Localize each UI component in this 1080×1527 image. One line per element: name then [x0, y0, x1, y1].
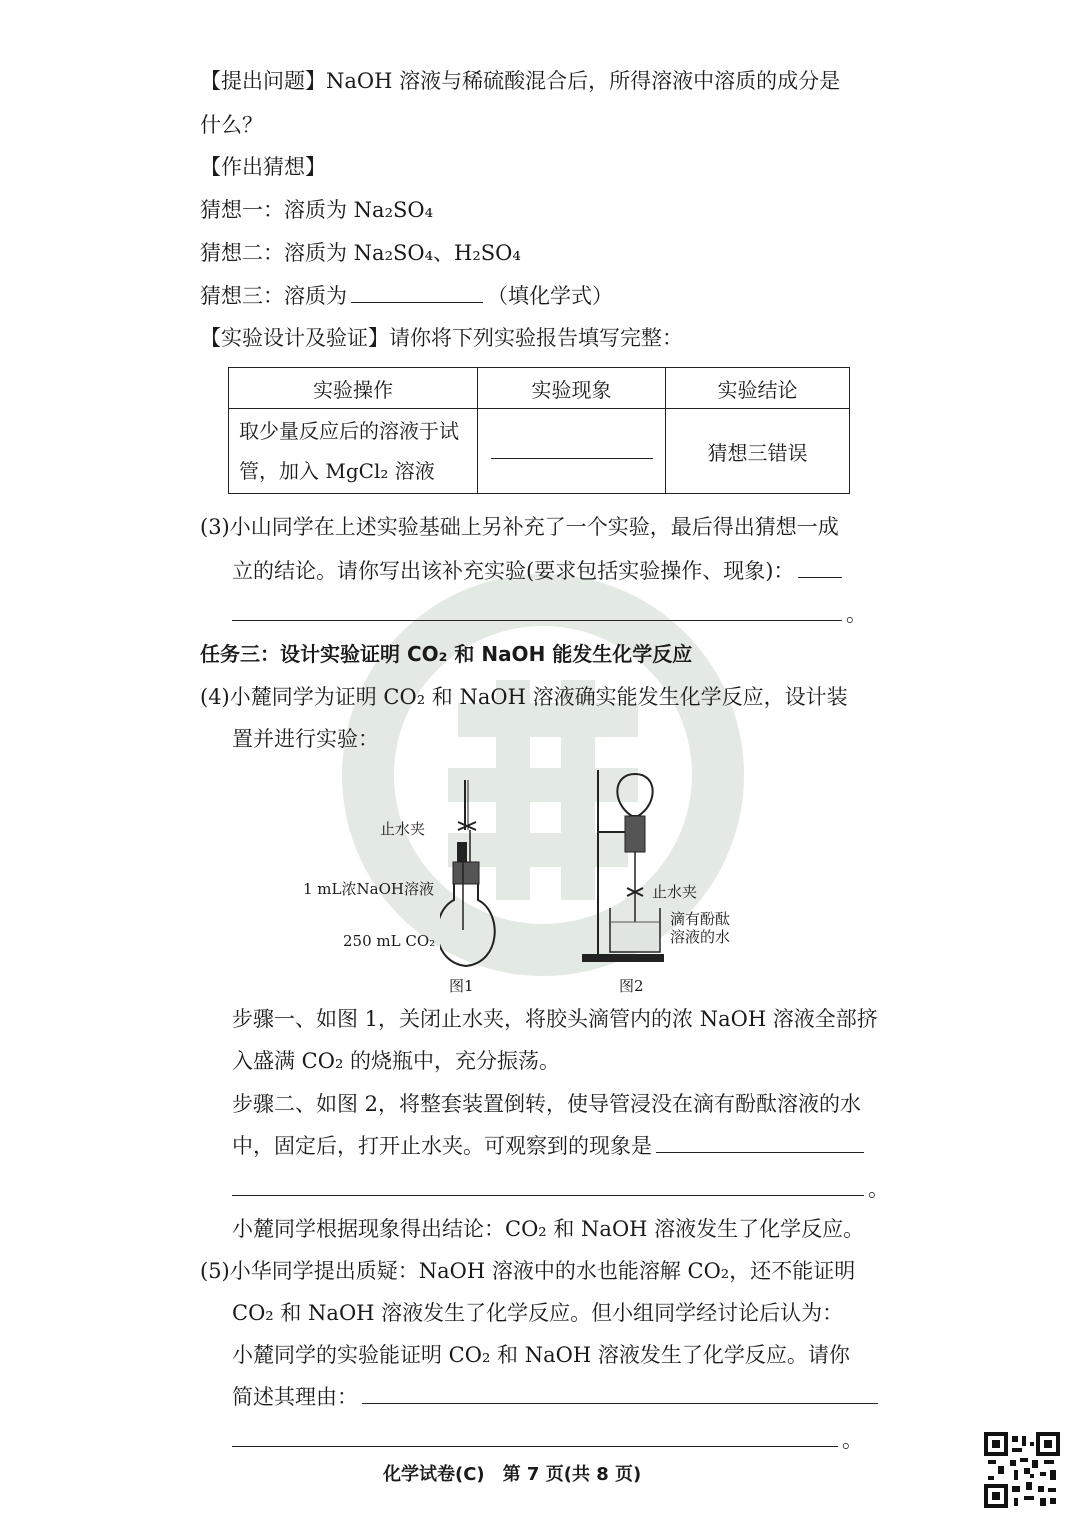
fig1-caption: 图1	[449, 977, 474, 995]
q3-line2-text: 立的结论。请你写出该补充实验(要求包括实验操作、现象)：	[232, 559, 795, 583]
design-heading: 【实验设计及验证】请你将下列实验报告填写完整：	[200, 326, 683, 350]
q5-end-mark: 。	[842, 1428, 863, 1452]
q5-line2: CO₂ 和 NaOH 溶液发生了化学反应。但小组同学经讨论后认为：	[232, 1301, 844, 1325]
step2-line2-text: 中，固定后，打开止水夹。可观察到的现象是	[232, 1134, 652, 1158]
guess-one: 猜想一：溶质为 Na₂SO₄	[200, 198, 434, 222]
fig2-caption: 图2	[619, 977, 644, 995]
q3-answer-blank-b[interactable]	[232, 598, 842, 621]
q3-end-mark: 。	[846, 602, 867, 626]
q5-line3: 小麓同学的实验能证明 CO₂ 和 NaOH 溶液发生了化学反应。请你	[232, 1343, 850, 1367]
table-cell-phenomenon	[478, 409, 666, 494]
fig1-naoh-label: 1 mL浓NaOH溶液	[303, 880, 434, 898]
q4-line1: (4)小麓同学为证明 CO₂ 和 NaOH 溶液确实能发生化学反应，设计装	[200, 685, 848, 709]
q4-line2: 置并进行实验：	[232, 727, 379, 751]
step2-answer-blank-a[interactable]	[656, 1130, 864, 1153]
step2-line1: 步骤二、如图 2，将整套装置倒转，使导管浸没在滴有酚酞溶液的水	[232, 1092, 862, 1116]
guess-three	[200, 280, 613, 311]
experiment-report-table	[228, 367, 850, 494]
q3-answer-blank-a[interactable]	[798, 555, 842, 578]
q3-line2	[232, 555, 842, 586]
q5-line1: (5)小华同学提出质疑：NaOH 溶液中的水也能溶解 CO₂，还不能证明	[200, 1259, 856, 1283]
task3-title: 任务三：设计实验证明 CO₂ 和 NaOH 能发生化学反应	[200, 642, 693, 666]
step2-line3	[232, 1173, 889, 1204]
table-cell-conclusion: 猜想三错误	[666, 409, 850, 494]
table-cell-operation	[229, 409, 478, 494]
figure1-apparatus	[440, 770, 500, 980]
qr-code-icon	[984, 1432, 1060, 1508]
fig2-water-label2: 溶液的水	[670, 928, 731, 946]
step1-line1: 步骤一、如图 1，关闭止水夹，将胶头滴管内的浓 NaOH 溶液全部挤	[232, 1007, 878, 1031]
q3-line1: (3)小山同学在上述实验基础上另补充了一个实验，最后得出猜想一成	[200, 515, 839, 539]
operation-line2: 管，加入 MgCl₂ 溶液	[239, 459, 435, 483]
q5-line5	[232, 1424, 863, 1455]
step2-answer-blank-b[interactable]	[232, 1173, 864, 1196]
table-header-phenomenon: 实验现象	[478, 368, 666, 409]
step1-line2: 入盛满 CO₂ 的烧瓶中，充分振荡。	[232, 1049, 561, 1073]
step2-end-mark: 。	[868, 1177, 889, 1201]
page-footer: 化学试卷(C) 第 7 页(共 8 页)	[383, 1464, 642, 1485]
table-header-conclusion: 实验结论	[666, 368, 850, 409]
fig2-water-label1: 滴有酚酞	[670, 910, 731, 928]
raise-question-line2: 什么？	[200, 113, 263, 137]
figure2-apparatus	[580, 770, 670, 970]
fig1-co2-label: 250 mL CO₂	[343, 932, 436, 950]
fig1-clamp-label: 止水夹	[380, 820, 426, 838]
phenomenon-answer-blank[interactable]	[491, 438, 653, 459]
guess-three-prefix: 猜想三：溶质为	[200, 284, 347, 308]
q5-line4	[232, 1381, 878, 1412]
table-header-operation: 实验操作	[229, 368, 478, 409]
raise-question-line1: 【提出问题】NaOH 溶液与稀硫酸混合后，所得溶液中溶质的成分是	[200, 69, 841, 93]
q3-line3	[232, 598, 867, 629]
hypothesis-heading: 【作出猜想】	[200, 155, 326, 179]
fig2-clamp-label: 止水夹	[652, 883, 698, 901]
q5-answer-blank-a[interactable]	[362, 1381, 878, 1404]
step2-line2	[232, 1130, 864, 1161]
guess-three-answer-blank[interactable]	[351, 280, 483, 303]
q5-line4-text: 简述其理由：	[232, 1385, 358, 1409]
guess-three-suffix: （填化学式）	[487, 284, 613, 308]
operation-line1: 取少量反应后的溶液于试	[239, 419, 459, 443]
steps-conclusion: 小麓同学根据现象得出结论：CO₂ 和 NaOH 溶液发生了化学反应。	[232, 1217, 865, 1241]
guess-two: 猜想二：溶质为 Na₂SO₄、H₂SO₄	[200, 241, 521, 265]
q5-answer-blank-b[interactable]	[232, 1424, 838, 1447]
